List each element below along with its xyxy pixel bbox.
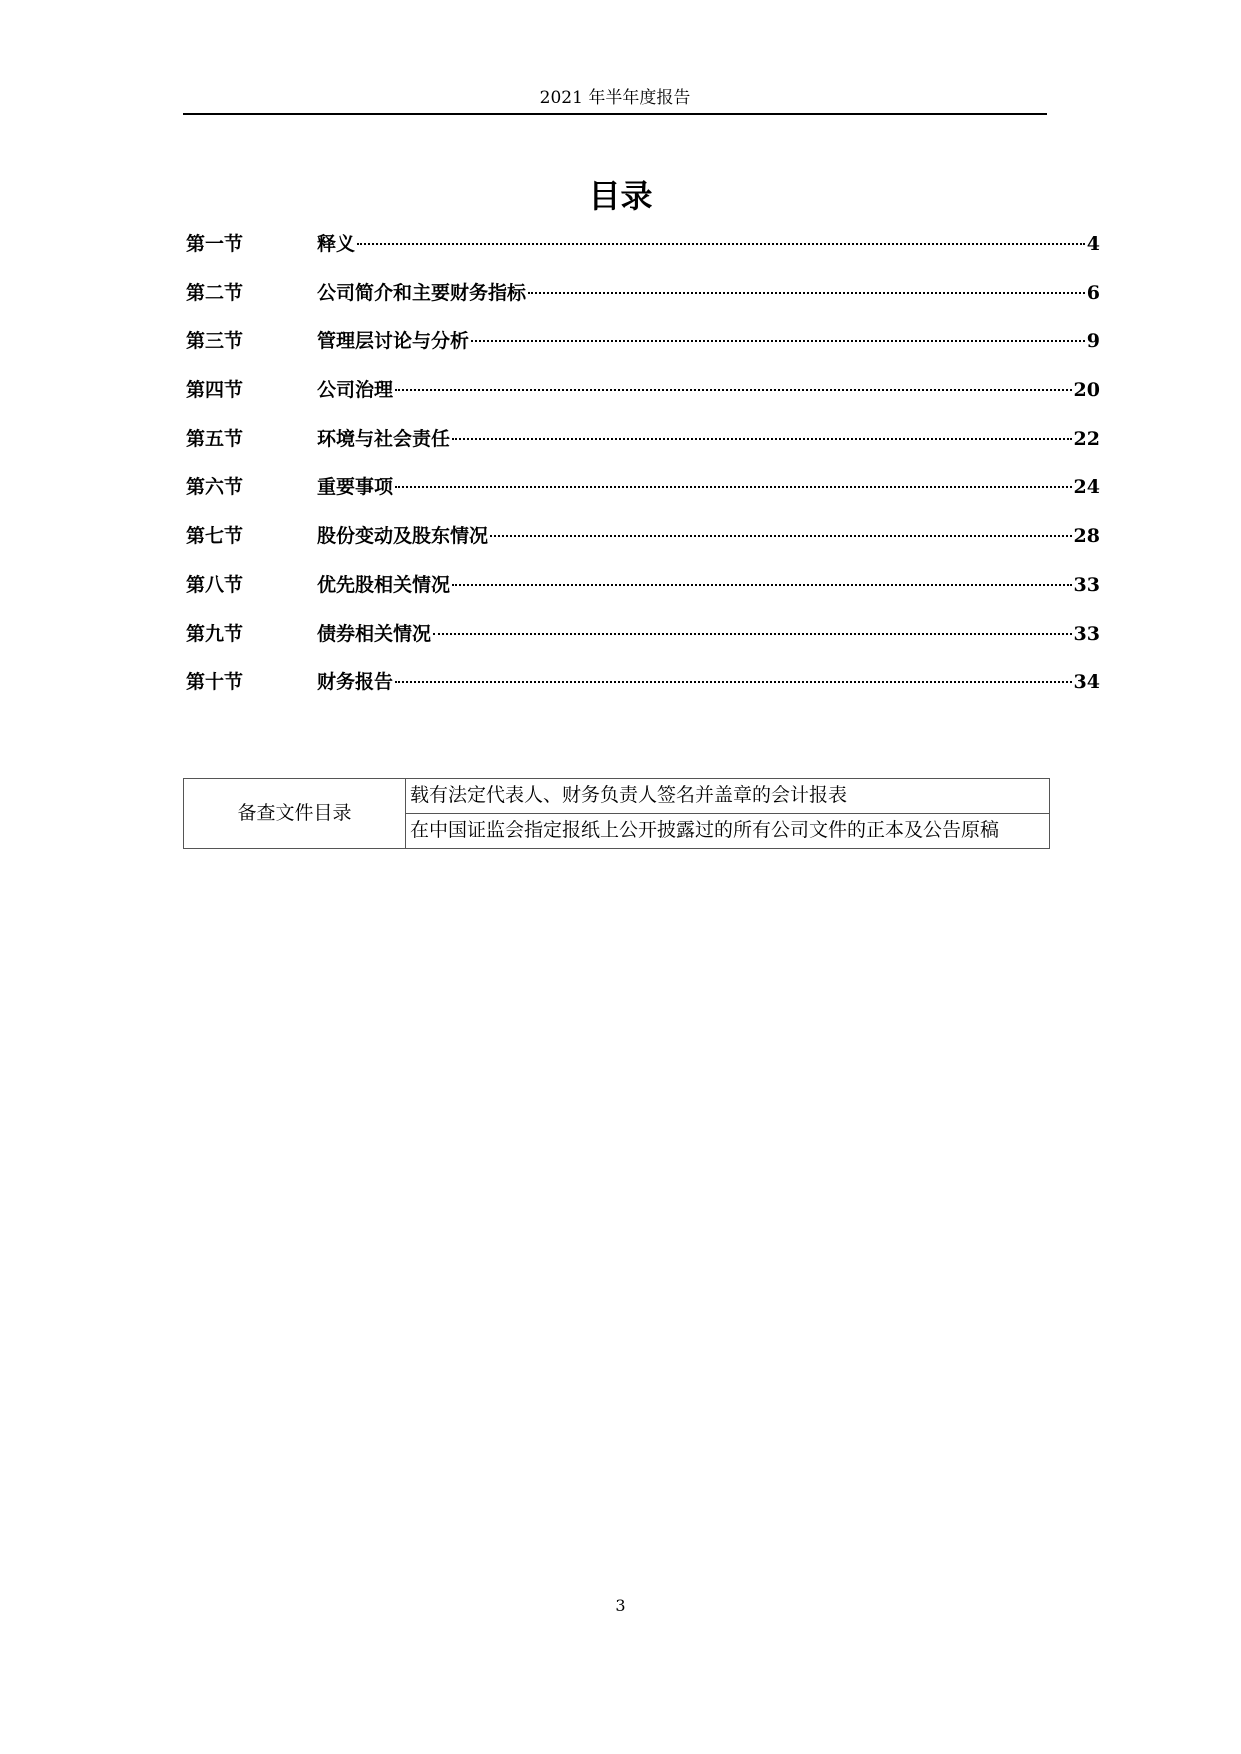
toc-page-number: 22 — [1073, 427, 1100, 450]
toc-page-number: 4 — [1086, 233, 1100, 255]
toc-section-title: 重要事项 — [317, 476, 394, 499]
toc-page-number: 28 — [1073, 525, 1100, 548]
toc-page-number: 34 — [1073, 671, 1100, 694]
toc-page-number: 33 — [1073, 622, 1100, 645]
toc-page-number: 20 — [1073, 379, 1100, 402]
toc-dot-leader — [357, 243, 1085, 245]
toc-page-number: 24 — [1073, 476, 1100, 499]
reference-documents-table — [183, 778, 1050, 849]
reference-document-item: 在中国证监会指定报纸上公开披露过的所有公司文件的正本及公告原稿 — [406, 814, 1050, 849]
toc-section-title: 财务报告 — [317, 671, 394, 694]
toc-dot-leader — [433, 633, 1072, 635]
toc-section-number: 第八节 — [186, 573, 244, 596]
toc-section-title: 优先股相关情况 — [317, 573, 451, 596]
toc-dot-leader — [490, 535, 1072, 537]
toc-section-title: 公司简介和主要财务指标 — [317, 281, 527, 304]
toc-section-number: 第十节 — [186, 671, 244, 694]
toc-item[interactable] — [186, 220, 1100, 269]
toc-section-title: 债券相关情况 — [317, 622, 432, 645]
toc-page-number: 33 — [1073, 573, 1100, 596]
reference-document-item: 载有法定代表人、财务负责人签名并盖章的会计报表 — [406, 779, 1050, 814]
toc-section-title: 股份变动及股东情况 — [317, 525, 489, 548]
toc-entry — [317, 366, 1100, 415]
toc-dot-leader — [528, 292, 1085, 294]
toc-section-number: 第三节 — [186, 330, 244, 353]
toc-item[interactable] — [186, 512, 1100, 561]
toc-title: 目录 — [588, 177, 653, 215]
toc-entry — [317, 415, 1100, 464]
header-rule — [183, 113, 1047, 115]
toc-entry — [317, 658, 1100, 707]
toc-entry — [317, 269, 1100, 318]
toc-entry — [317, 220, 1100, 269]
toc-entry — [317, 512, 1100, 561]
toc-item[interactable] — [186, 463, 1100, 512]
toc-page-number: 6 — [1086, 281, 1100, 304]
toc-section-number: 第四节 — [186, 379, 244, 402]
table-row — [184, 779, 1050, 814]
toc-section-number: 第二节 — [186, 281, 244, 304]
reference-documents-label: 备查文件目录 — [184, 779, 406, 849]
toc-entry — [317, 610, 1100, 659]
toc-section-number: 第一节 — [186, 233, 244, 255]
toc-entry — [317, 463, 1100, 512]
toc-section-number: 第六节 — [186, 476, 244, 499]
toc-section-title: 管理层讨论与分析 — [317, 330, 470, 353]
toc-section-number: 第九节 — [186, 622, 244, 645]
toc-item[interactable] — [186, 610, 1100, 659]
toc-section-number: 第七节 — [186, 525, 244, 548]
toc-item[interactable] — [186, 561, 1100, 610]
toc-dot-leader — [452, 584, 1072, 586]
toc-dot-leader — [395, 486, 1072, 488]
toc-section-number: 第五节 — [186, 427, 244, 450]
page-number: 3 — [615, 1596, 626, 1615]
toc-section-title: 环境与社会责任 — [317, 427, 451, 450]
toc-section-title: 公司治理 — [317, 379, 394, 402]
toc-dot-leader — [471, 340, 1085, 342]
toc-entry — [317, 317, 1100, 366]
toc-entry — [317, 561, 1100, 610]
toc-item[interactable] — [186, 658, 1100, 707]
toc-item[interactable] — [186, 317, 1100, 366]
toc-dot-leader — [395, 681, 1072, 683]
toc-item[interactable] — [186, 415, 1100, 464]
toc-dot-leader — [395, 389, 1072, 391]
table-of-contents — [186, 220, 1100, 707]
toc-section-title: 释义 — [317, 233, 356, 255]
toc-page-number: 9 — [1086, 330, 1100, 353]
toc-item[interactable] — [186, 366, 1100, 415]
toc-dot-leader — [452, 438, 1072, 440]
running-header: 2021 年半年度报告 — [539, 88, 691, 108]
toc-item[interactable] — [186, 269, 1100, 318]
